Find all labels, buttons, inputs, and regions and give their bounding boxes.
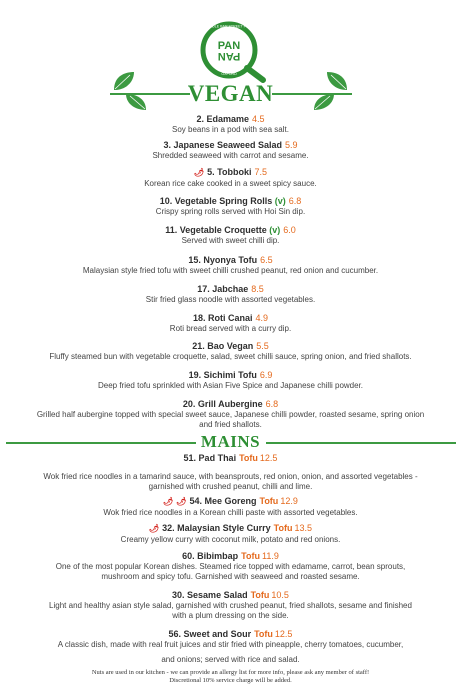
menu-item [0, 139, 461, 161]
menu-item [0, 452, 461, 492]
item-name: 30. Sesame Salad [172, 590, 248, 600]
menu-item [0, 628, 461, 665]
item-name: 60. Bibimbap [182, 551, 239, 561]
logo-ring-top: NOODLE BAR STREET FOOD [203, 24, 255, 29]
menu-item [0, 312, 461, 334]
tofu-label: Tofu [254, 629, 273, 639]
item-price: 5.5 [256, 341, 269, 351]
menu-item [0, 283, 461, 305]
item-price: 7.5 [254, 167, 267, 177]
item-description: Wok fried rice noodles in a tamarind sauce, with beansprouts, red onion, onion, and assorted vegetables - [43, 472, 418, 481]
item-price: 11.9 [261, 551, 279, 561]
item-name: 18. Roti Canai [192, 313, 253, 323]
item-name: 56. Sweet and Sour [168, 629, 252, 639]
menu-item [0, 113, 461, 135]
tofu-label: Tofu [273, 523, 293, 533]
item-name: 17. Jabchae [197, 284, 249, 294]
item-description: Grilled half aubergine topped with special sweet sauce, Japanese chilli powder, roasted sesame, spring onion [36, 410, 425, 419]
tofu-label: Tofu [239, 453, 258, 463]
item-price: 6.9 [259, 370, 273, 380]
item-description: A classic dish, made with real fruit juices and stir fried with pineapple, cherry tomatoes, cucumber, [57, 640, 404, 649]
item-description-line-2: garnished with crushed peanut, chilli and lime. [148, 482, 313, 491]
item-price: 10.5 [271, 590, 289, 600]
vegan-title: VEGAN [187, 81, 274, 106]
service-charge-notice: Discretional 10% service charge will be added. [169, 677, 292, 684]
menu-item [0, 589, 461, 621]
logo-line-1: PAN [217, 40, 241, 52]
menu-item [0, 522, 461, 545]
item-price: 12.5 [274, 629, 293, 639]
mains-title: MAINS [200, 432, 261, 451]
pan-pan-logo [193, 20, 269, 84]
item-description: Deep fried tofu sprinkled with Asian Five Spice and Japanese chilli powder. [97, 381, 364, 390]
item-price: 6.8 [265, 399, 279, 409]
tofu-label: Tofu [250, 590, 270, 600]
item-description: Shredded seaweed with carrot and sesame. [152, 151, 309, 160]
menu-item [0, 166, 461, 189]
item-name: 2. Edamame [196, 114, 249, 124]
item-name: 20. Grill Aubergine [182, 399, 263, 409]
menu-item [0, 224, 461, 246]
item-name: 3. Japanese Seaweed Salad [163, 140, 283, 150]
item-price: 6.5 [260, 255, 273, 265]
item-name: 51. Pad Thai [183, 453, 237, 463]
item-price: 4.9 [255, 313, 269, 323]
item-description-line-2: and onions; served with rice and salad. [161, 655, 300, 664]
item-description-line-2: and fried shallots. [199, 420, 262, 429]
item-name: 15. Nyonya Tofu [188, 255, 258, 265]
item-price: 4.5 [252, 114, 265, 124]
item-description: Korean rice cake cooked in a sweet spicy sauce. [144, 179, 317, 188]
item-description-line-2: mushroom and spicy tofu. Garnished with seaweed and roasted sesame. [101, 572, 360, 581]
item-description: One of the most popular Korean dishes. Steamed rice topped with edamame, carrot, bean sprouts, [55, 562, 406, 571]
logo-ring-bottom: OXFORD [221, 72, 237, 76]
menu-item [0, 495, 461, 518]
chili-icon: 🌶 [148, 524, 160, 533]
menu-item [0, 369, 461, 391]
item-price: 6.0 [283, 225, 296, 235]
tofu-label: Tofu [259, 496, 279, 506]
item-price: 6.8 [288, 196, 302, 206]
item-name: 32. Malaysian Style Curry [162, 523, 271, 533]
item-name: 21. Bao Vegan [192, 341, 254, 351]
vegetarian-mark: (v) [274, 196, 286, 206]
item-name: 10. Vegetable Spring Rolls [159, 196, 273, 206]
menu-item [0, 398, 461, 430]
item-description: Soy beans in a pod with sea salt. [172, 125, 289, 134]
item-description: Light and healthy asian style salad, garnished with crushed peanut, fried shallots, sesame and finished [49, 601, 412, 610]
chili-icon: 🌶 [163, 497, 174, 506]
item-price: 12.9 [280, 496, 298, 506]
item-name: 54. Mee Goreng [189, 496, 257, 506]
item-description: Crispy spring rolls served with Hoi Sin dip. [155, 207, 306, 216]
item-price: 5.9 [285, 140, 298, 150]
item-description: Stir fried glass noodle with assorted vegetables. [145, 295, 316, 304]
menu-footer [0, 669, 461, 685]
allergy-notice: Nuts are used in our kitchen - we can provide an allergy list for more info, please ask any member of staff! [91, 669, 370, 676]
item-description: Roti bread served with a curry dip. [169, 324, 292, 333]
item-description: Served with sweet chilli dip. [181, 236, 280, 245]
item-description-line-2: with a plum dressing on the side. [172, 611, 289, 620]
item-description: Malaysian style fried tofu with sweet chilli crushed peanut, red onion and cucumber. [82, 266, 379, 275]
chili-icon: 🌶 [176, 497, 187, 506]
item-price: 8.5 [251, 284, 264, 294]
item-description: Fluffy steamed bun with vegetable croquette, salad, sweet chilli sauce, spring onion, and fried shallots. [49, 352, 412, 361]
tofu-label: Tofu [241, 551, 260, 561]
vegetarian-mark: (v) [269, 225, 281, 235]
chili-icon: 🌶 [193, 168, 205, 177]
item-description: Wok fried rice noodles in a Korean chilli paste with assorted vegetables. [103, 508, 358, 517]
item-name: 11. Vegetable Croquette [165, 225, 267, 235]
menu-item [0, 254, 461, 276]
item-price: 12.5 [259, 453, 278, 463]
logo-line-2: PAN [217, 50, 241, 62]
menu-item [0, 340, 461, 362]
menu-item [0, 195, 461, 217]
menu-item [0, 550, 461, 582]
item-name: 19. Sichimi Tofu [188, 370, 257, 380]
item-name: 5. Tobboki [207, 167, 252, 177]
item-price: 13.5 [294, 523, 313, 533]
item-description: Creamy yellow curry with coconut milk, potato and red onions. [120, 535, 341, 544]
